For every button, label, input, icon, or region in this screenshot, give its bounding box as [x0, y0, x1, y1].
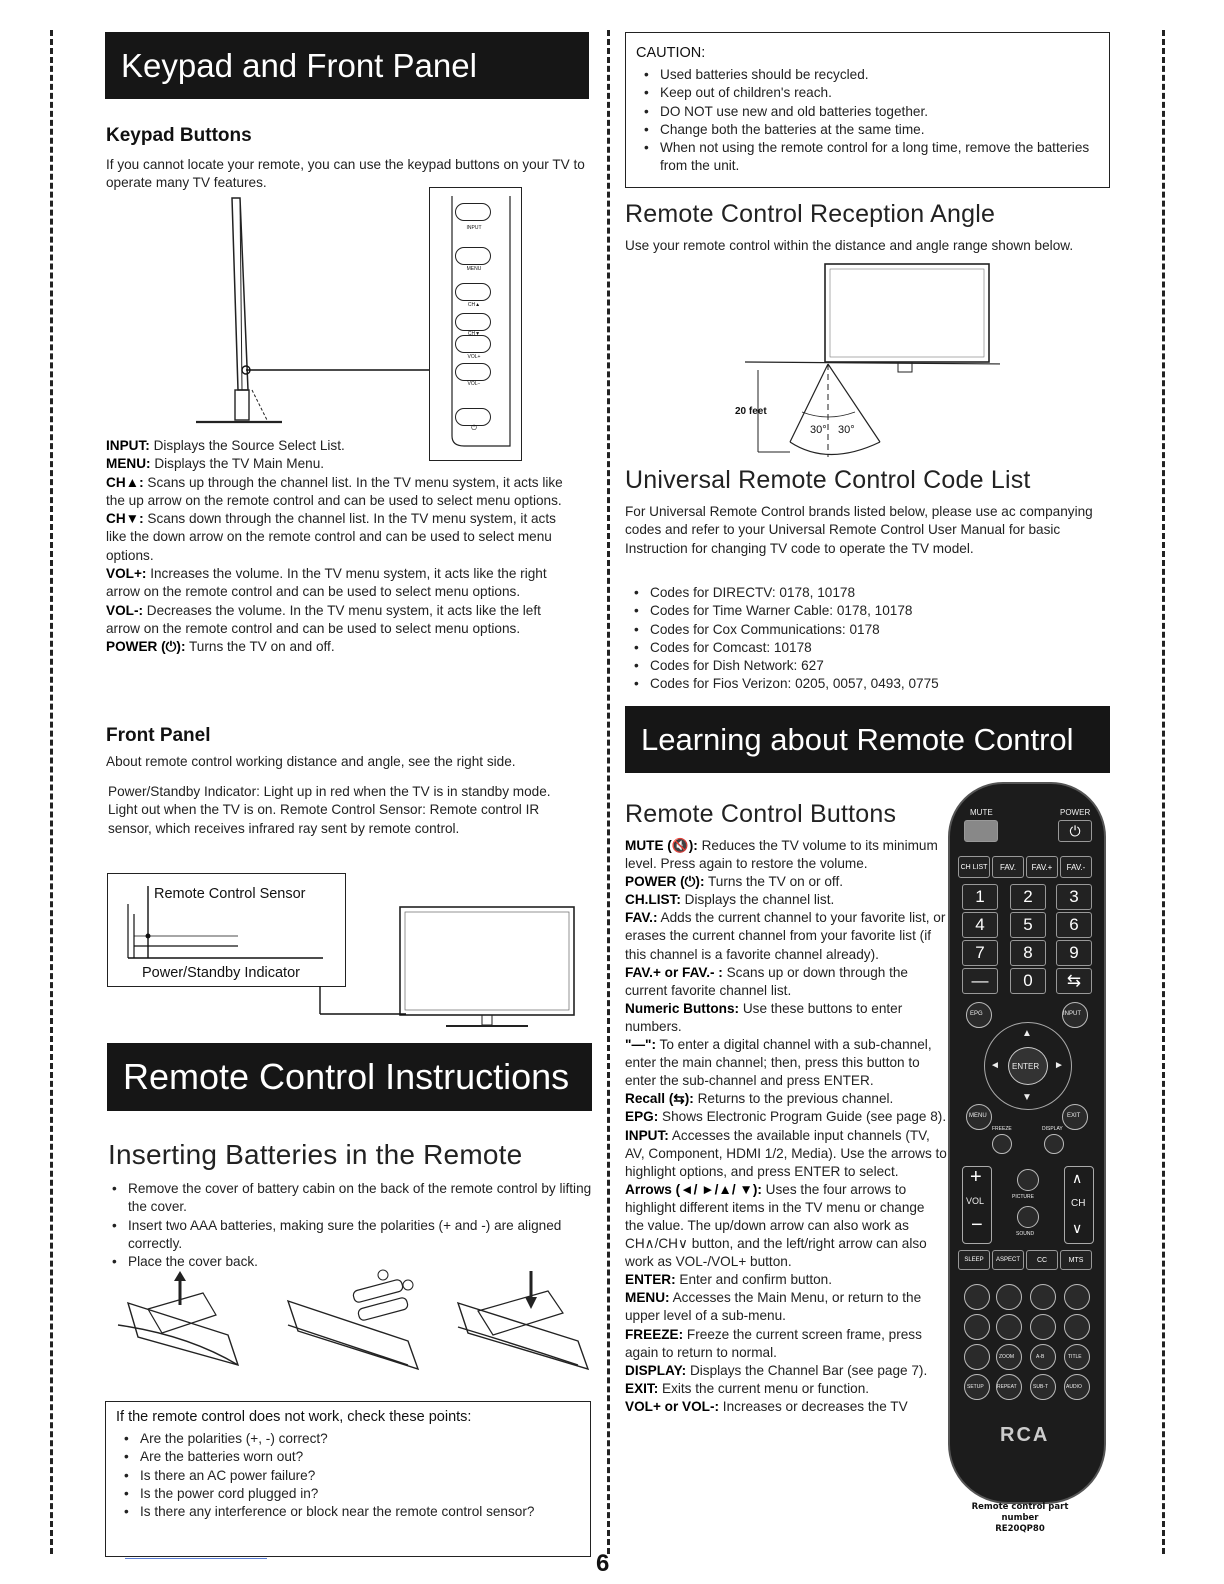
keypad-btn-ch-up: [455, 283, 491, 301]
reception-angle-diagram: [730, 262, 1000, 462]
code-comcast: • Codes for Comcast: 10178: [650, 639, 1090, 657]
remote-key-0: 0: [1010, 968, 1046, 994]
remote-key-6: 6: [1056, 912, 1092, 938]
remote-pause-icon: [1030, 1284, 1056, 1310]
remote-enter-label: ENTER: [1012, 1062, 1040, 1071]
remote-part-caption-1: Remote control part number: [971, 1502, 1069, 1523]
universal-code-intro: For Universal Remote Control brands listed below, please use ac companying codes and refer to your Universal Remote Control User Manual for basic Instruction for changing TV code to operate the TV model.: [625, 504, 1093, 556]
remote-display-label: DISPLAY: [1042, 1126, 1063, 1132]
reception-angle-text: Use your remote control within the distance and angle range shown below.: [625, 238, 1074, 253]
remote-sensor-label: Remote Control Sensor: [154, 886, 306, 902]
remote-key-8: 8: [1010, 940, 1046, 966]
front-panel-description: Power/Standby Indicator: Light up in red when the TV is in standby mode. Light out when the TV is on. Remote Control Sensor: Remote control IR sensor, which receives infrared ray sent by remote control.: [108, 784, 551, 836]
keypad-label-input: INPUT: [466, 225, 482, 231]
trouble-item-4: • Is the power cord plugged in?: [140, 1485, 588, 1503]
keypad-btn-power: [455, 408, 491, 426]
remote-audio-label: AUDIO: [1066, 1384, 1082, 1390]
remote-part-caption-2: RE20QP80: [995, 1524, 1045, 1534]
def-input: INPUT: Displays the Source Select List.: [106, 438, 345, 453]
rdef-arrows: Arrows (◄/ ►/▲/ ▼): Uses the four arrows to highlight different items in the TV menu or change the value. The up/down arrow can also work as CH∧/CH∨ button, and the left/right arrow can also work as VOL-/VOL+ button.: [625, 1181, 927, 1270]
page-number: 6: [596, 1550, 610, 1577]
keypad-btn-ch-down: [455, 313, 491, 331]
keypad-label-ch-up: CH▲: [467, 302, 481, 308]
remote-key-5: 5: [1010, 912, 1046, 938]
remote-ch-up-icon: ∧: [1072, 1170, 1083, 1186]
remote-buttons-heading: Remote Control Buttons: [625, 800, 897, 828]
banner-keypad-front-panel: [105, 32, 589, 99]
remote-setup-label: SETUP: [967, 1384, 984, 1390]
remote-ab-label: A-B: [1036, 1354, 1045, 1360]
keypad-btn-menu: [455, 247, 491, 265]
remote-stop-icon: [1064, 1284, 1090, 1310]
remote-arrow-down-icon: ▼: [1022, 1092, 1032, 1103]
distance-label: 20 feet: [735, 406, 767, 417]
remote-zoom-label: ZOOM: [999, 1354, 1014, 1360]
inserting-batteries-heading: Inserting Batteries in the Remote: [108, 1139, 523, 1170]
batteries-steps: [108, 1180, 594, 1271]
remote-key-4: 4: [962, 912, 998, 938]
remote-fav-button: FAV.: [992, 856, 1024, 878]
remote-ch-label: CH: [1071, 1198, 1086, 1209]
rdef-display: DISPLAY: Displays the Channel Bar (see page 7).: [625, 1362, 928, 1378]
remote-vol-minus-icon: −: [971, 1214, 983, 1236]
remote-next-icon: [996, 1284, 1022, 1310]
battery-insertion-illustration: [108, 1265, 594, 1395]
troubleshooting-box: [105, 1401, 591, 1557]
keypad-btn-vol-up: [455, 335, 491, 353]
footer-rule: [125, 1558, 267, 1559]
remote-fav-plus-button: FAV.+: [1026, 856, 1058, 878]
code-fios: • Codes for Fios Verizon: 0205, 0057, 0493, 0775: [650, 675, 1090, 693]
remote-ff-icon: [996, 1314, 1022, 1340]
remote-repeat-label: REPEAT: [997, 1384, 1017, 1390]
sensor-indicator-box: [107, 873, 346, 987]
def-ch-up: CH▲: Scans up through the channel list. In the TV menu system, it acts like the up arrow on the remote control and can be used to select menu options.: [106, 474, 563, 508]
caution-item-2: • Keep out of children's reach.: [660, 84, 1100, 102]
rdef-chlist: CH.LIST: Displays the channel list.: [625, 892, 835, 908]
remote-key-3: 3: [1056, 884, 1092, 910]
remote-key-1: 1: [962, 884, 998, 910]
rdef-exit: EXIT: Exits the current menu or function.: [625, 1380, 870, 1396]
remote-vol-label: VOL: [966, 1196, 985, 1206]
keypad-label-power: ⏻: [471, 425, 477, 432]
def-vol-down: VOL-: Decreases the volume. In the TV menu system, it acts like the left arrow on the remote control and can be used to select menu options.: [106, 602, 541, 636]
remote-control-illustration: [948, 782, 1106, 1504]
remote-sound-label: SOUND: [1016, 1231, 1035, 1237]
remote-media-button-a: [964, 1344, 990, 1370]
universal-code-heading: Universal Remote Control Code List: [625, 466, 1031, 494]
rdef-epg: EPG: Shows Electronic Program Guide (see page 8).: [625, 1109, 947, 1125]
battery-step-1: • Remove the cover of battery cabin on the back of the remote control by lifting the cover.: [128, 1180, 594, 1217]
banner-instructions-text: Remote Control Instructions: [123, 1056, 570, 1097]
remote-mute-label: MUTE: [970, 808, 993, 817]
remote-freeze-label: FREEZE: [992, 1126, 1012, 1132]
caution-item-3: • DO NOT use new and old batteries together.: [660, 103, 1100, 121]
remote-input-label: INPUT: [1063, 1011, 1081, 1017]
remote-vol-plus-icon: +: [970, 1166, 982, 1188]
remote-key-2: 2: [1010, 884, 1046, 910]
remote-play-icon: [964, 1284, 990, 1310]
remote-arrow-up-icon: ▲: [1022, 1028, 1032, 1039]
remote-chlist-button: CH LIST: [958, 856, 990, 878]
remote-cc-button: CC: [1026, 1250, 1058, 1270]
trouble-item-2: • Are the batteries worn out?: [140, 1448, 588, 1466]
remote-power-button: ⏻: [1058, 820, 1092, 842]
keypad-buttons-heading: Keypad Buttons: [106, 125, 252, 146]
power-indicator-label: Power/Standby Indicator: [142, 965, 300, 981]
keypad-definitions: [106, 437, 578, 657]
keypad-label-ch-down: CH▼: [467, 331, 481, 337]
rdef-menu: MENU: Accesses the Main Menu, or return to the upper level of a sub-menu.: [625, 1290, 922, 1324]
def-vol-up: VOL+: Increases the volume. In the TV menu system, it acts like the right arrow on the remote control and can be used to select menu options.: [106, 566, 547, 600]
trouble-item-3: • Is there an AC power failure?: [140, 1467, 588, 1485]
troubleshooting-list: [120, 1430, 588, 1521]
caution-list: [640, 66, 1100, 176]
code-directv: • Codes for DIRECTV: 0178, 10178: [650, 584, 1090, 602]
remote-power-label: POWER: [1060, 808, 1091, 817]
remote-brand-logo: RCA: [1000, 1424, 1050, 1446]
rdef-recall: Recall (⇆): Returns to the previous channel.: [625, 1091, 894, 1107]
remote-prev-icon: [964, 1314, 990, 1340]
keypad-label-vol-up: VOL+: [467, 354, 481, 360]
code-dish: • Codes for Dish Network: 627: [650, 657, 1090, 675]
remote-exit-label: EXIT: [1067, 1113, 1081, 1119]
remote-skip-icon: [1064, 1314, 1090, 1340]
remote-title-label: TITLE: [1068, 1354, 1082, 1360]
remote-subt-label: SUB-T: [1033, 1384, 1048, 1390]
banner-learning-text: Learning about Remote Control: [641, 721, 1074, 757]
keypad-intro: If you cannot locate your remote, you can use the keypad buttons on your TV to operate many TV features.: [106, 157, 585, 191]
remote-arrow-right-icon: ►: [1054, 1060, 1064, 1071]
rdef-enter: ENTER: Enter and confirm button.: [625, 1272, 833, 1288]
remote-key-recall: ⇆: [1056, 968, 1092, 994]
remote-key-7: 7: [962, 940, 998, 966]
rdef-freeze: FREEZE: Freeze the current screen frame, press again to return to normal.: [625, 1326, 922, 1360]
left-cut-line: [50, 30, 53, 1554]
universal-code-list: [630, 584, 1090, 694]
remote-arrow-left-icon: ◄: [990, 1060, 1000, 1071]
def-menu: MENU: Displays the TV Main Menu.: [106, 456, 325, 472]
code-cox: • Codes for Cox Communications: 0178: [650, 621, 1090, 639]
trouble-item-5: • Is there any interference or block near the remote control sensor?: [140, 1503, 588, 1521]
code-time-warner: • Codes for Time Warner Cable: 0178, 10178: [650, 602, 1090, 620]
keypad-btn-input: [455, 203, 491, 221]
remote-sound-button: [1017, 1206, 1039, 1228]
angle-right-label: 30°: [838, 424, 855, 436]
remote-key-9: 9: [1056, 940, 1092, 966]
remote-part-caption: [955, 1502, 1085, 1535]
def-power: POWER (⏻): Turns the TV on and off.: [106, 639, 335, 655]
def-ch-down: CH▼: Scans down through the channel list. In the TV menu system, it acts like the down arrow on the remote control and can be used to select menu options.: [106, 511, 556, 563]
rdef-dash: "—": To enter a digital channel with a sub-channel, enter the main channel; then, press this button to enter the sub-channel and press ENTER.: [625, 1037, 932, 1089]
reception-angle-heading: Remote Control Reception Angle: [625, 200, 996, 228]
caution-title: CAUTION:: [636, 45, 706, 61]
remote-epg-label: EPG: [970, 1011, 983, 1017]
remote-mute-button: [964, 820, 998, 842]
remote-ch-down-icon: ∨: [1072, 1220, 1083, 1236]
center-cut-line: [607, 30, 610, 1554]
trouble-item-1: • Are the polarities (+, -) correct?: [140, 1430, 588, 1448]
rdef-fav-scan: FAV.+ or FAV.- : Scans up or down through the current favorite channel list.: [625, 964, 908, 998]
rdef-power: POWER (⏻): Turns the TV on or off.: [625, 874, 844, 890]
rdef-mute: MUTE (🔇): Reduces the TV volume to its minimum level. Press again to restore the volume.: [625, 838, 938, 872]
battery-step-3: • Place the cover back.: [128, 1253, 594, 1271]
remote-picture-button: [1017, 1169, 1039, 1191]
keypad-label-menu: MENU: [466, 266, 482, 272]
caution-item-4: • Change both the batteries at the same time.: [660, 121, 1100, 139]
remote-sleep-button: SLEEP: [958, 1250, 990, 1270]
caution-item-1: • Used batteries should be recycled.: [660, 66, 1100, 84]
remote-rew-icon: [1030, 1314, 1056, 1340]
troubleshooting-title: If the remote control does not work, check these points:: [116, 1409, 472, 1425]
front-tv-illustration: [316, 903, 576, 1033]
right-cut-line: [1162, 30, 1165, 1554]
rdef-fav: FAV.: Adds the current channel to your favorite list, or erases the current channel from your favorite list (if this channel is a favorite channel already).: [625, 910, 946, 962]
remote-button-definitions: [625, 837, 947, 1416]
remote-display-button: [1044, 1134, 1064, 1154]
banner-remote-instructions: [107, 1043, 592, 1111]
banner-keypad-text: Keypad and Front Panel: [121, 46, 477, 84]
remote-key-dash: —: [962, 968, 998, 994]
remote-freeze-button: [992, 1134, 1012, 1154]
remote-menu-label: MENU: [969, 1113, 987, 1119]
remote-picture-label: PICTURE: [1012, 1194, 1034, 1200]
front-panel-heading: Front Panel: [106, 725, 211, 746]
remote-fav-minus-button: FAV.-: [1060, 856, 1092, 878]
remote-mts-button: MTS: [1060, 1250, 1092, 1270]
caution-item-5: • When not using the remote control for a long time, remove the batteries from the unit.: [660, 139, 1100, 176]
remote-aspect-button: ASPECT: [992, 1250, 1024, 1270]
rdef-numeric: Numeric Buttons: Use these buttons to enter numbers.: [625, 1000, 903, 1034]
rdef-vol: VOL+ or VOL-: Increases or decreases the TV: [625, 1398, 908, 1414]
keypad-btn-vol-down: [455, 363, 491, 381]
rdef-input: INPUT: Accesses the available input channels (TV, AV, Component, HDMI 1/2, Media). Use the arrows to highlight options, and press ENTER to select.: [625, 1127, 947, 1179]
caution-box: [625, 32, 1110, 188]
keypad-label-vol-down: VOL−: [467, 381, 481, 387]
angle-left-label: 30°: [810, 424, 827, 436]
banner-learning-remote: [625, 706, 1110, 773]
battery-step-2: • Insert two AAA batteries, making sure the polarities (+ and -) are aligned correctly.: [128, 1217, 594, 1254]
front-panel-intro: About remote control working distance and angle, see the right side.: [106, 754, 516, 769]
